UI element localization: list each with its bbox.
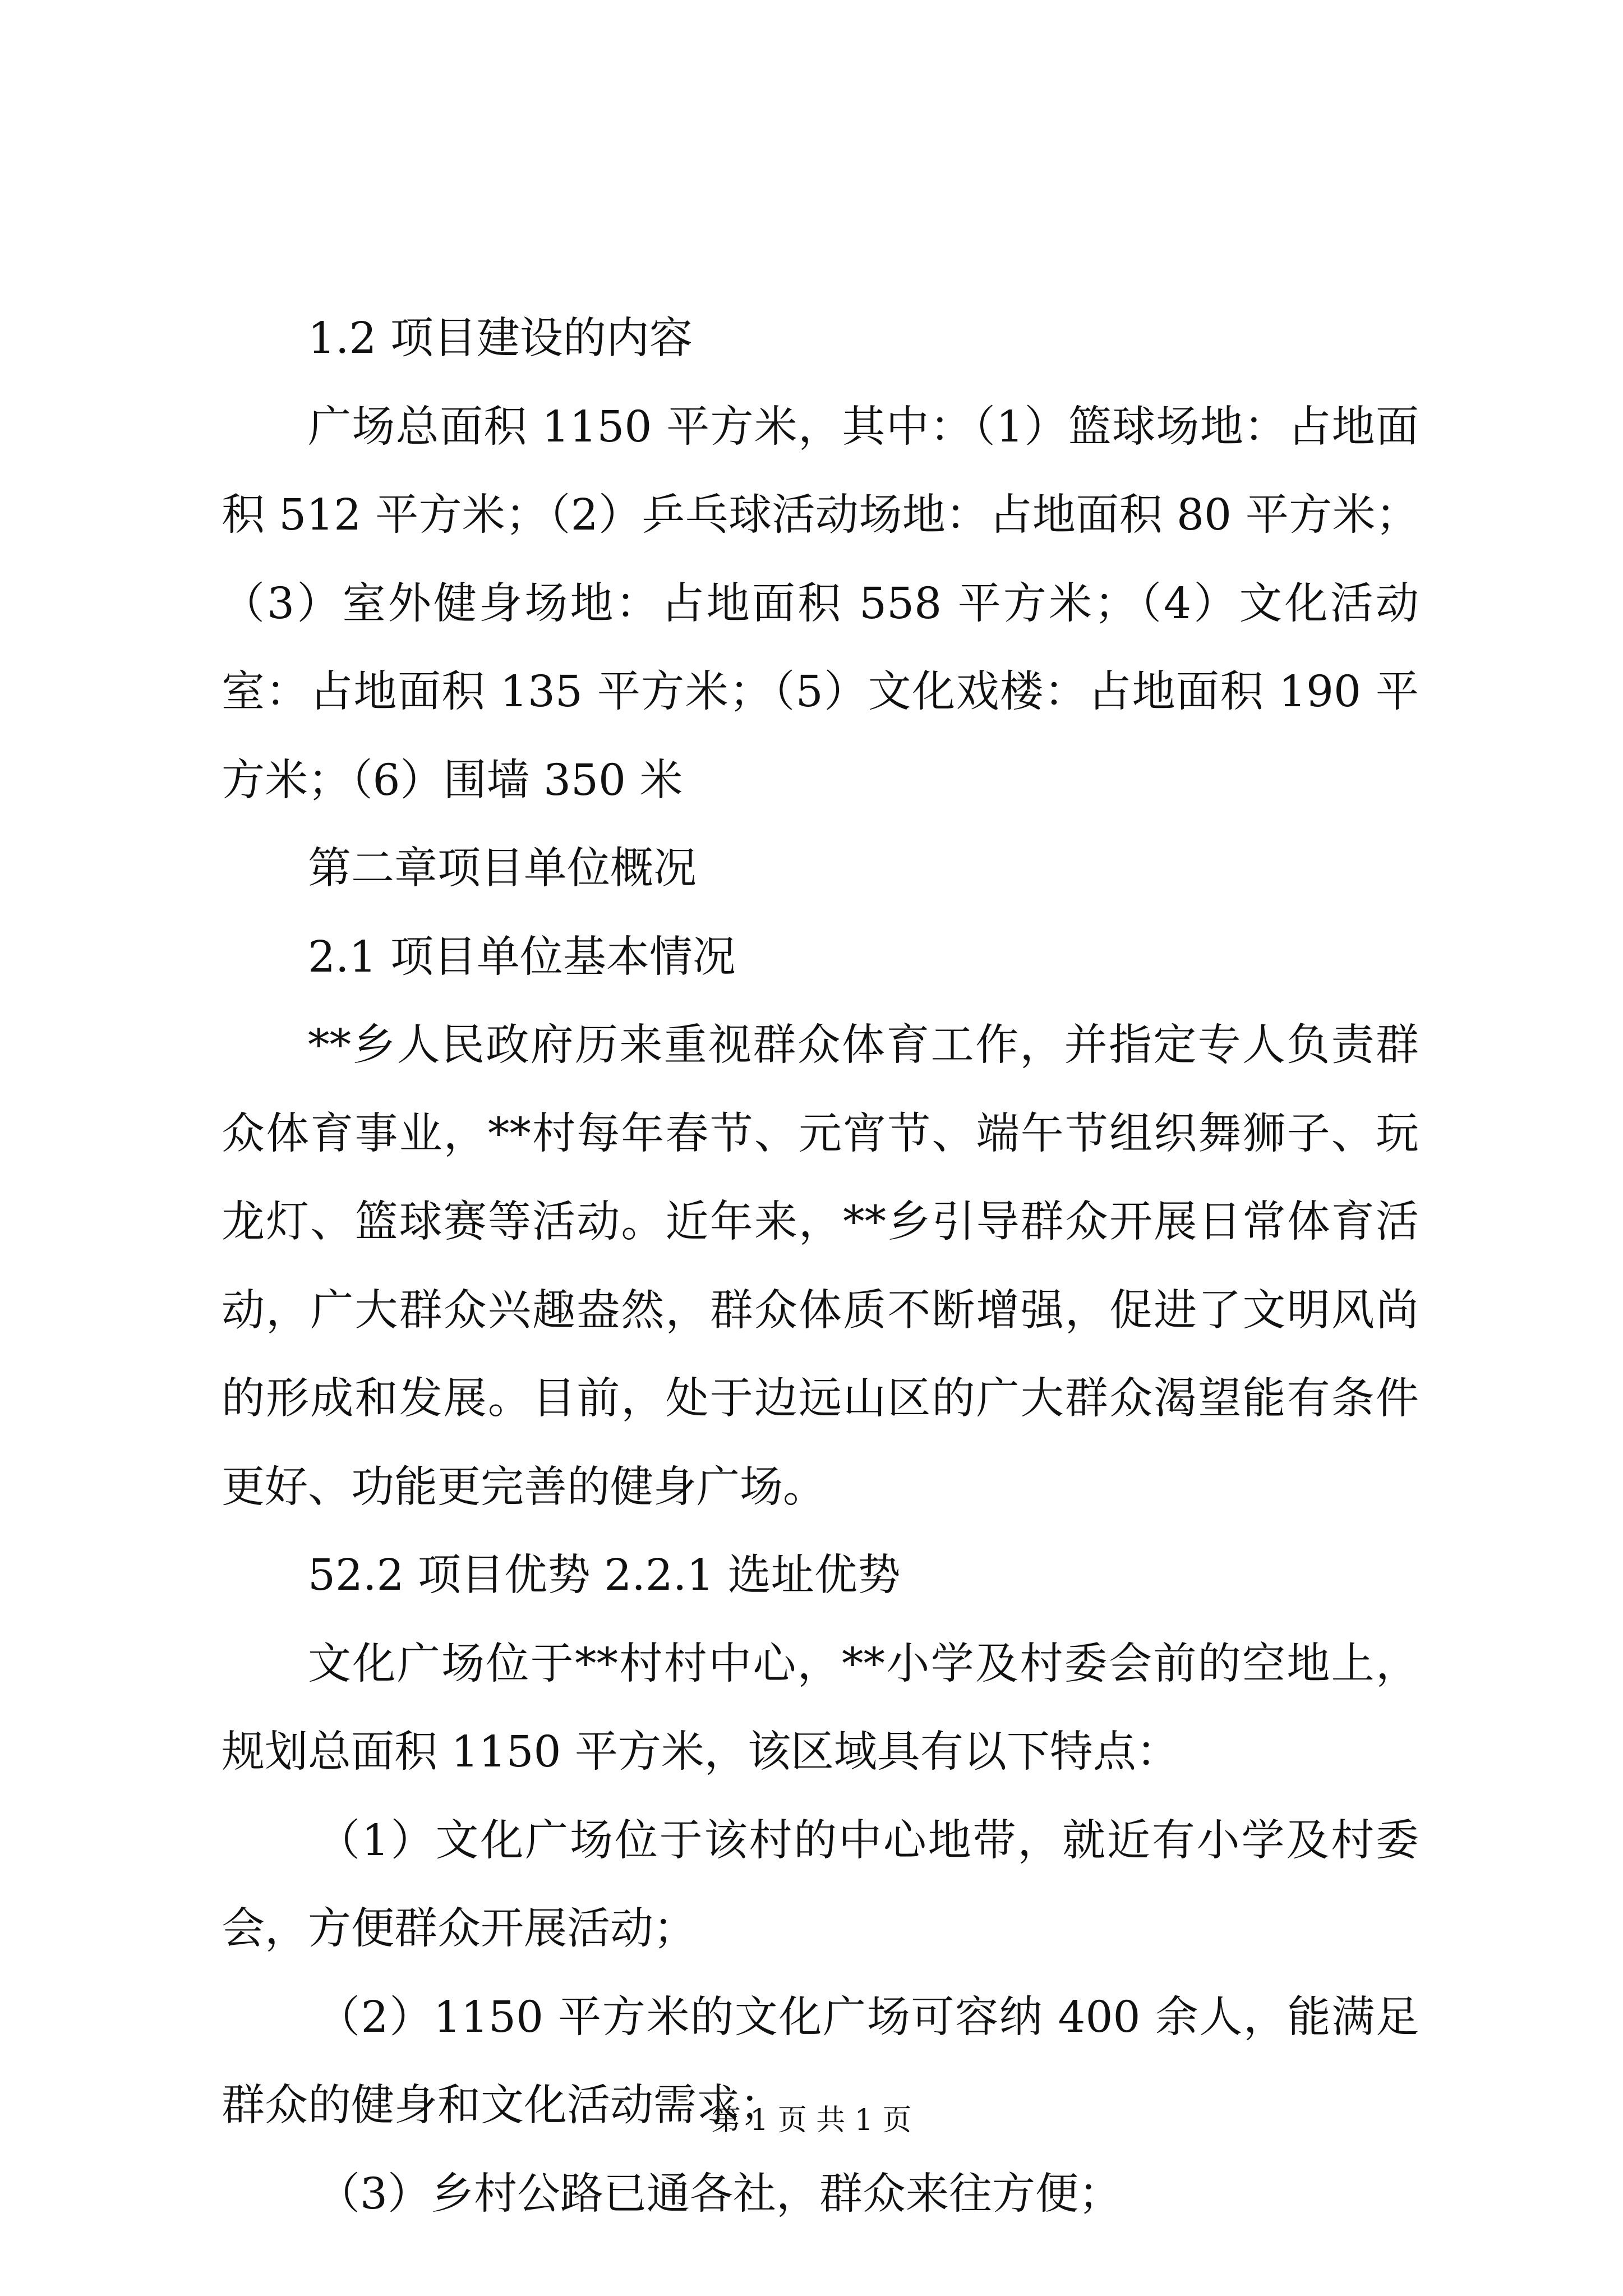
paragraph-unit-overview: **乡人民政府历来重视群众体育工作，并指定专人负责群众体育事业，**村每年春节、元宵节、端午节组织舞狮子、玩龙灯、篮球赛等活动。近年来，**乡引导群众开展日常体育活动，广大群众兴趣盎然，群众体质不断增强，促进了文明风尚的形成和发展。目前，处于边远山区的广大群众渴望能有条件更好、功能更完善的健身广场。: [222, 1020, 1419, 1512]
paragraph-site-location: 文化广场位于**村村中心，**小学及村委会前的空地上，规划总面积 1150 平方米，该区域具有以下特点：: [222, 1639, 1419, 1777]
list-item-3: （3）乡村公路已通各社，群众来往方便；: [317, 2169, 1122, 2219]
chapter-heading-2: 第二章项目单位概况: [308, 844, 697, 894]
section-heading-2-1: 2.1 项目单位基本情况: [308, 932, 736, 982]
section-heading-2-2: 52.2 项目优势 2.2.1 选址优势: [308, 1550, 901, 1600]
list-item-1: （1）文化广场位于该村的中心地带，就近有小学及村委会，方便群众开展活动；: [222, 1815, 1419, 1954]
document-body: [222, 295, 1419, 2238]
section-heading-1-2: 1.2 项目建设的内容: [308, 314, 693, 364]
page-number-footer: 第 1 页 共 1 页: [711, 2104, 912, 2137]
paragraph-construction-content: 广场总面积 1150 平方米，其中：（1）篮球场地：占地面积 512 平方米；（2）乒乓球活动场地：占地面积 80 平方米；（3）室外健身场地：占地面积 558 平方米；（4）文化活动室：占地面积 135 平方米；（5）文化戏楼：占地面积 190 平方米；（6）围墙 350 米: [222, 402, 1419, 806]
list-item-2: （2）1150 平方米的文化广场可容纳 400 余人，能满足群众的健身和文化活动需求；: [222, 1992, 1419, 2131]
